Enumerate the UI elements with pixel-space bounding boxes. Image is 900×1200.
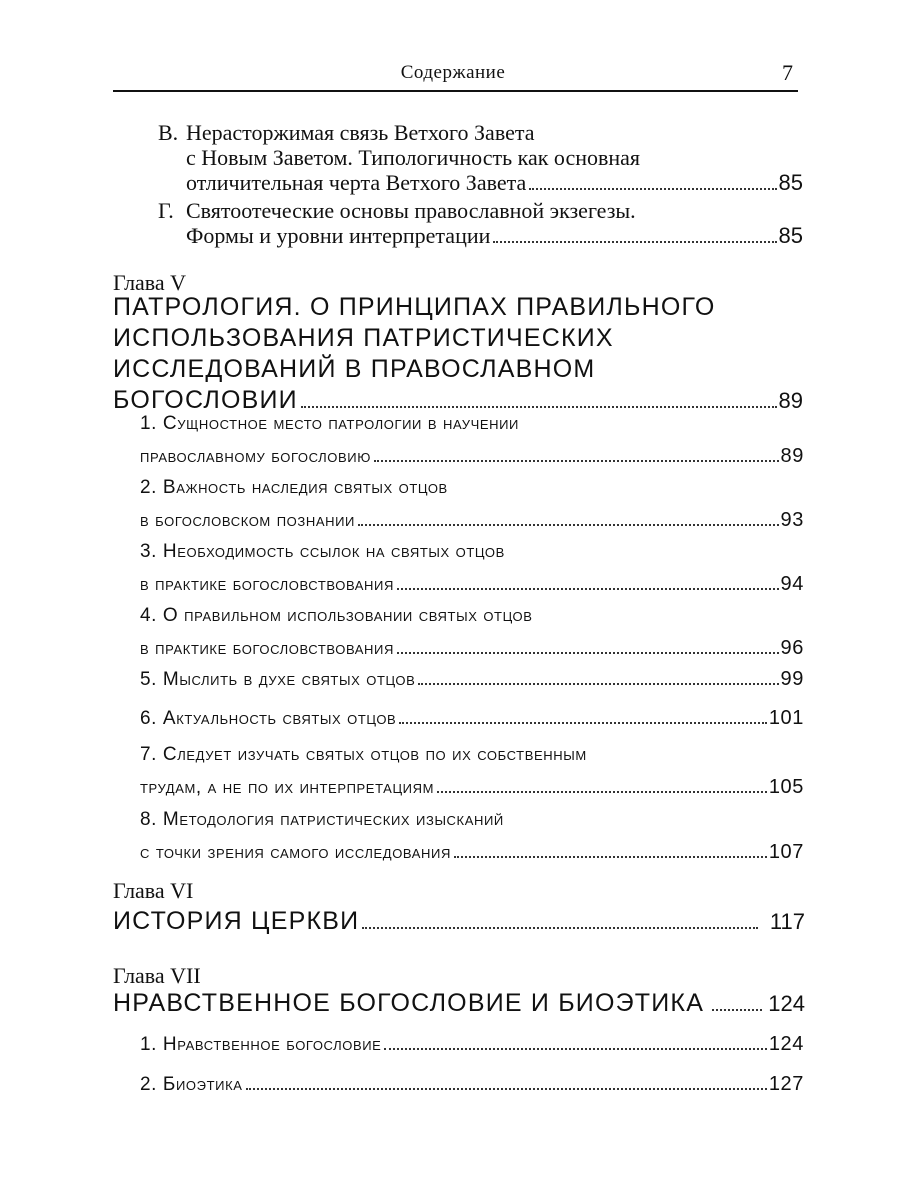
running-head-title: Содержание — [400, 62, 506, 83]
entry-line: в богословском познании — [140, 510, 355, 531]
dot-leader — [246, 1088, 767, 1090]
entry-page: 85 — [778, 223, 803, 248]
entry-page: 94 — [780, 573, 804, 595]
dot-leader — [712, 1009, 762, 1011]
toc-entry-5-6[interactable] — [140, 702, 804, 735]
entry-line: в практике богословствования — [140, 574, 394, 595]
entry-line: Святоотеческие основы православной экзегезы. — [186, 198, 636, 223]
entry-page: 101 — [768, 707, 804, 729]
toc-entry-5-8[interactable] — [140, 804, 804, 869]
entry-leader-line — [140, 632, 804, 665]
entry-line: 1. Нравственное богословие — [140, 1034, 382, 1055]
entry-page: 93 — [780, 509, 804, 531]
toc-entry-5-7[interactable] — [140, 739, 804, 804]
toc-entry-5-5[interactable] — [140, 663, 804, 696]
chapter-title-line: ИССЛЕДОВАНИЙ В ПРАВОСЛАВНОМ — [113, 355, 596, 383]
page-number: 7 — [782, 60, 793, 85]
entry-leader-line — [140, 440, 804, 473]
entry-line: 2. Важность наследия святых отцов — [140, 477, 448, 498]
entry-line: 5. Мыслить в духе святых отцов — [140, 669, 416, 690]
chapter-title-line: НРАВСТВЕННОЕ БОГОСЛОВИЕ И БИОЭТИКА — [113, 989, 705, 1017]
toc-entry-5-4[interactable] — [140, 600, 804, 665]
chapter-5-label: Глава V — [113, 270, 187, 295]
toc-entry-5-2[interactable] — [140, 472, 804, 537]
entry-page: 127 — [768, 1073, 804, 1095]
entry-line: трудам, а не по их интерпретациям — [140, 777, 435, 798]
entry-page: 117 — [769, 909, 805, 934]
chapter-title-line: ИСТОРИЯ ЦЕРКВИ — [113, 907, 360, 935]
chapter-6-title[interactable] — [113, 906, 805, 937]
entry-leader-line — [113, 988, 805, 1019]
entry-page: 124 — [768, 1033, 804, 1055]
toc-entry-7-1[interactable] — [140, 1028, 804, 1061]
dot-leader — [397, 588, 779, 590]
toc-entry-5-3[interactable] — [140, 536, 804, 601]
entry-page: 85 — [778, 170, 803, 195]
entry-line: 4. О правильном использовании святых отцов — [140, 605, 533, 626]
dot-leader — [454, 856, 767, 858]
toc-entry-5-1[interactable] — [140, 408, 804, 473]
entry-page: 99 — [780, 668, 804, 690]
entry-leader-line — [140, 504, 804, 537]
entry-leader-line — [140, 771, 804, 804]
entry-line: православному богословию — [140, 446, 371, 467]
entry-leader-line — [186, 170, 803, 195]
dot-leader — [358, 524, 779, 526]
entry-page: 107 — [768, 841, 804, 863]
chapter-title-line: ИСПОЛЬЗОВАНИЯ ПАТРИСТИЧЕСКИХ — [113, 324, 614, 352]
entry-line: Формы и уровни интерпретации — [186, 223, 491, 248]
header-rule — [113, 90, 798, 92]
chapter-6-label: Глава VI — [113, 878, 194, 903]
section-letter: Г. — [158, 198, 174, 223]
running-head — [113, 60, 793, 90]
toc-entry-7-2[interactable] — [140, 1068, 804, 1101]
entry-leader-line — [113, 906, 805, 937]
entry-line: 3. Необходимость ссылок на святых отцов — [140, 541, 505, 562]
entry-line: 2. Биоэтика — [140, 1074, 243, 1095]
entry-page: 105 — [768, 776, 804, 798]
entry-leader-line — [140, 1068, 804, 1101]
entry-line: 8. Методология патристических изысканий — [140, 809, 504, 830]
entry-line: с Новым Заветом. Типологичность как основная — [186, 145, 641, 170]
entry-line: отличительная черта Ветхого Завета — [186, 170, 527, 195]
dot-leader — [493, 241, 776, 243]
entry-page: 89 — [780, 445, 804, 467]
chapter-7-title[interactable] — [113, 988, 805, 1019]
dot-leader — [374, 460, 779, 462]
dot-leader — [437, 791, 767, 793]
dot-leader — [384, 1048, 766, 1050]
entry-leader-line — [140, 1028, 804, 1061]
entry-leader-line — [140, 836, 804, 869]
entry-leader-line — [186, 223, 803, 248]
chapter-7-label: Глава VII — [113, 963, 201, 988]
dot-leader — [529, 188, 776, 190]
chapter-title-line: ПАТРОЛОГИЯ. О ПРИНЦИПАХ ПРАВИЛЬНОГО — [113, 293, 716, 321]
entry-line: в практике богословствования — [140, 638, 394, 659]
entry-line: с точки зрения самого исследования — [140, 842, 451, 863]
section-letter: В. — [158, 120, 179, 145]
dot-leader — [397, 652, 779, 654]
entry-line: 7. Следует изучать святых отцов по их собственным — [140, 744, 587, 765]
entry-leader-line — [140, 702, 804, 735]
dot-leader — [418, 683, 778, 685]
entry-line: 6. Актуальность святых отцов — [140, 708, 397, 729]
entry-page: 124 — [768, 991, 805, 1016]
dot-leader — [362, 927, 758, 929]
chapter-title-line: БОГОСЛОВИИ — [113, 386, 298, 414]
chapter-5-title[interactable] — [113, 292, 803, 416]
entry-leader-line — [140, 568, 804, 601]
entry-page: 96 — [780, 637, 804, 659]
entry-page: 89 — [778, 388, 803, 413]
entry-leader-line — [140, 663, 804, 696]
entry-line: 1. Сущностное место патрологии в научении — [140, 413, 519, 434]
entry-line: Нерасторжимая связь Ветхого Завета — [186, 120, 535, 145]
dot-leader — [399, 722, 767, 724]
